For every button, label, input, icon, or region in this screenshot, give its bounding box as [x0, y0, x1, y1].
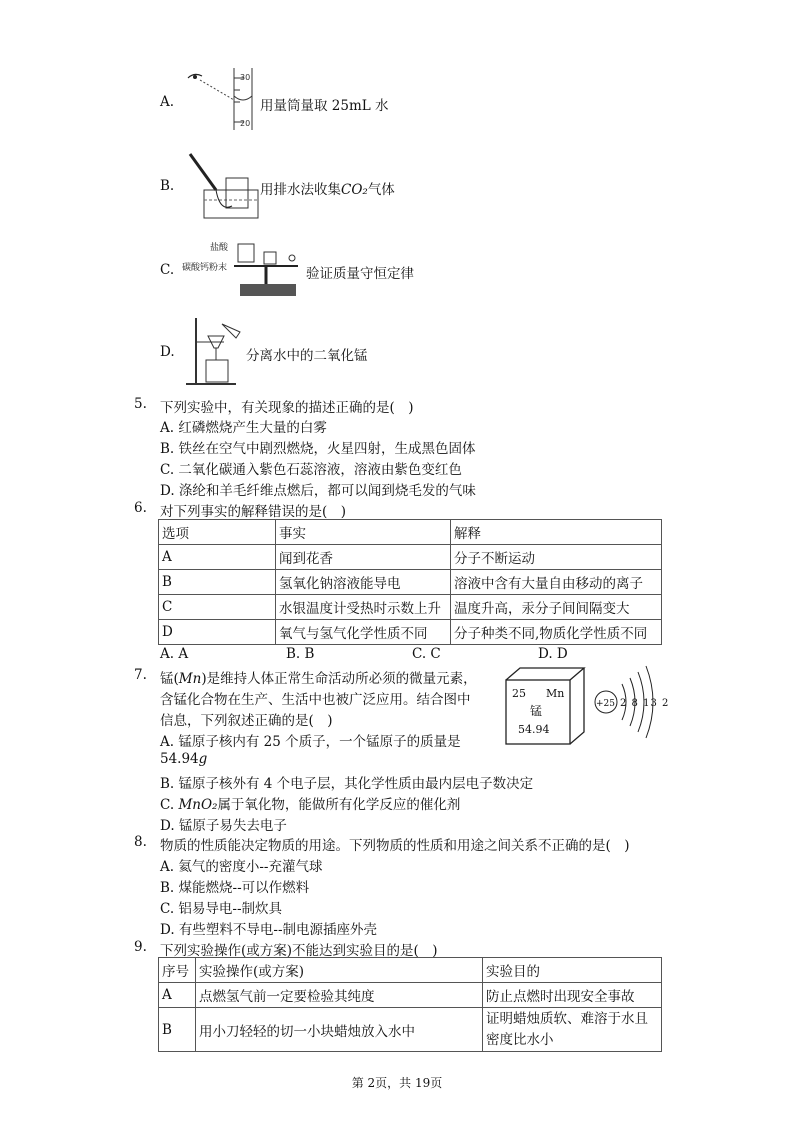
q7-stem-line3: 信息，下列叙述正确的是( ): [160, 713, 333, 729]
filtration-figure: [184, 314, 246, 388]
q5-option-b: B. 铁丝在空气中剧烈燃烧，火星四射，生成黑色固体: [160, 441, 476, 457]
q5-option-c: C. 二氧化碳通入紫色石蕊溶液，溶液由紫色变红色: [160, 462, 462, 478]
electron-shells: 2 8 13 2: [620, 698, 670, 709]
table-header-cell: 序号: [159, 958, 196, 983]
svg-text:盐酸: 盐酸: [210, 243, 229, 253]
atom-structure-diagram: [590, 664, 670, 750]
page-footer: 第 2页，共 19页: [351, 1076, 443, 1090]
q4-option-a-label: A.: [160, 94, 175, 110]
q8-option-c: C. 铝易导电--制炊具: [160, 901, 283, 917]
q6-answer-a: A. A: [160, 646, 189, 662]
q8-option-b: B. 煤能燃烧--可以作燃料: [160, 880, 310, 896]
q7-option-b: B. 锰原子核外有 4 个电子层，其化学性质由最内层电子数决定: [160, 776, 534, 792]
q7-option-d: D. 锰原子易失去电子: [160, 818, 287, 834]
element-number: 25: [512, 687, 526, 700]
q9-stem: 下列实验操作(或方案)不能达到实验目的是( ): [160, 943, 438, 959]
water-collection-figure: [182, 150, 262, 222]
table-header-cell: 选项: [159, 520, 276, 545]
q7-option-a-line2: 54.94g: [160, 751, 208, 767]
table-row: A 点燃氢气前一定要检验其纯度 防止点燃时出现安全事故: [159, 983, 662, 1008]
table-row: B 用小刀轻轻的切一小块蜡烛放入水中 证明蜡烛质软、难溶于水且 密度比水小: [159, 1008, 662, 1052]
q6-answer-d: D. D: [538, 646, 568, 662]
q7-option-c: C. MnO₂属于氧化物，能做所有化学反应的催化剂: [160, 797, 461, 813]
table-row: A 闻到花香 分子不断运动: [159, 545, 662, 570]
element-symbol: Mn: [546, 687, 565, 700]
q7-stem-line2: 含锰化合物在生产、生活中也被广泛应用。结合图中: [160, 692, 471, 708]
table-row: D 氧气与氢气化学性质不同 分子种类不同,物质化学性质不同: [159, 620, 662, 645]
q4-option-b-text: 用排水法收集CO₂气体: [260, 182, 395, 198]
q6-answer-b: B. B: [286, 646, 315, 662]
element-mass: 54.94: [518, 723, 550, 736]
q5-option-a: A. 红磷燃烧产生大量的白雾: [160, 420, 327, 436]
q4-option-c-text: 验证质量守恒定律: [306, 266, 414, 282]
q4-option-d-text: 分离水中的二氧化锰: [246, 348, 368, 364]
q8-number: 8.: [134, 834, 147, 850]
q8-option-d: D. 有些塑料不导电--制电源插座外壳: [160, 922, 378, 938]
q9-table: [158, 957, 662, 1052]
graduated-cylinder-figure: [182, 66, 260, 132]
q6-stem: 对下列事实的解释错误的是( ): [160, 504, 347, 520]
table-header-cell: 实验操作(或方案): [196, 958, 483, 983]
q4-option-d-label: D.: [160, 344, 175, 360]
q4-option-b-label: B.: [160, 178, 175, 194]
q4-option-a-text: 用量筒量取 25mL 水: [260, 98, 389, 114]
q8-stem: 物质的性质能决定物质的用途。下列物质的性质和用途之间关系不正确的是( ): [160, 838, 630, 854]
table-header-cell: 解释: [451, 520, 662, 545]
q6-number: 6.: [134, 500, 147, 516]
tick-30: 30: [240, 73, 251, 82]
q7-number: 7.: [134, 667, 147, 683]
table-row: C 水银温度计受热时示数上升 温度升高，汞分子间间隔变大: [159, 595, 662, 620]
q5-stem: 下列实验中，有关现象的描述正确的是( ): [160, 400, 414, 416]
q5-number: 5.: [134, 396, 147, 412]
q8-option-a: A. 氦气的密度小--充灌气球: [160, 859, 323, 875]
element-name: 锰: [530, 704, 543, 718]
q7-stem-line1: 锰(Mn)是维持人体正常生命活动所必须的微量元素，: [160, 671, 477, 687]
table-header-cell: 事实: [276, 520, 451, 545]
q7-option-a-line1: A. 锰原子核内有 25 个质子，一个锰原子的质量是: [160, 734, 461, 750]
element-card: [500, 664, 590, 750]
table-header-row: [159, 520, 662, 545]
svg-text:碳酸钙粉末: 碳酸钙粉末: [182, 263, 228, 273]
table-header-row: [159, 958, 662, 983]
balance-figure: [180, 236, 304, 300]
q9-number: 9.: [134, 939, 147, 955]
tick-20: 20: [240, 119, 251, 128]
q4-option-c-label: C.: [160, 262, 175, 278]
table-header-cell: 实验目的: [483, 958, 662, 983]
q6-answer-c: C. C: [412, 646, 441, 662]
q6-table: [158, 519, 662, 645]
q5-option-d: D. 涤纶和羊毛纤维点燃后，都可以闻到烧毛发的气味: [160, 483, 476, 499]
table-row: B 氢氧化钠溶液能导电 溶液中含有大量自由移动的离子: [159, 570, 662, 595]
nucleus-charge: +25: [596, 699, 615, 709]
